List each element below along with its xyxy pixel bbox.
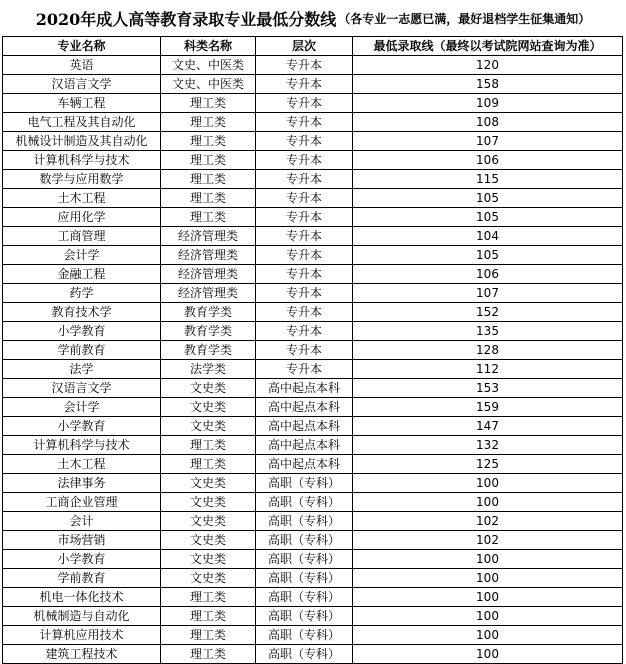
cell-category: 理工类 [161,588,256,607]
table-row [3,265,623,284]
cell-min-score: 128 [353,341,623,360]
cell-major: 电气工程及其自动化 [3,113,161,132]
cell-min-score: 100 [353,626,623,645]
cell-level: 专升本 [256,170,353,189]
table-body [3,56,623,664]
cell-min-score: 107 [353,284,623,303]
table-row [3,208,623,227]
cell-major: 学前教育 [3,569,161,588]
cell-min-score: 100 [353,474,623,493]
cell-category: 文史类 [161,531,256,550]
cell-category: 理工类 [161,170,256,189]
cell-major: 法律事务 [3,474,161,493]
cell-level: 高中起点本科 [256,455,353,474]
cell-category: 教育学类 [161,303,256,322]
cell-major: 金融工程 [3,265,161,284]
cell-level: 专升本 [256,75,353,94]
cell-major: 英语 [3,56,161,75]
cell-category: 文史类 [161,398,256,417]
table-row [3,474,623,493]
cell-category: 理工类 [161,189,256,208]
table-row [3,455,623,474]
cell-min-score: 109 [353,94,623,113]
cell-min-score: 100 [353,588,623,607]
table-row [3,113,623,132]
cell-min-score: 104 [353,227,623,246]
cell-level: 高职（专科） [256,493,353,512]
cell-min-score: 108 [353,113,623,132]
cell-category: 理工类 [161,151,256,170]
table-row [3,436,623,455]
cell-major: 工商管理 [3,227,161,246]
table-row [3,379,623,398]
table-row [3,417,623,436]
table-row [3,170,623,189]
cell-category: 教育学类 [161,322,256,341]
admission-score-table [2,36,623,664]
cell-level: 专升本 [256,94,353,113]
table-row [3,246,623,265]
header-major: 专业名称 [3,37,161,56]
cell-min-score: 125 [353,455,623,474]
cell-major: 会计学 [3,398,161,417]
cell-category: 文史类 [161,550,256,569]
cell-level: 专升本 [256,360,353,379]
cell-category: 理工类 [161,455,256,474]
cell-major: 机械制造与自动化 [3,607,161,626]
cell-major: 计算机科学与技术 [3,151,161,170]
cell-min-score: 100 [353,569,623,588]
cell-major: 工商企业管理 [3,493,161,512]
cell-category: 理工类 [161,626,256,645]
cell-category: 理工类 [161,607,256,626]
cell-major: 法学 [3,360,161,379]
cell-level: 高中起点本科 [256,417,353,436]
cell-level: 高职（专科） [256,607,353,626]
cell-min-score: 115 [353,170,623,189]
cell-level: 专升本 [256,303,353,322]
cell-level: 专升本 [256,246,353,265]
cell-min-score: 159 [353,398,623,417]
cell-level: 专升本 [256,151,353,170]
cell-major: 应用化学 [3,208,161,227]
cell-min-score: 102 [353,531,623,550]
table-row [3,322,623,341]
cell-major: 车辆工程 [3,94,161,113]
table-row [3,398,623,417]
cell-min-score: 132 [353,436,623,455]
cell-category: 理工类 [161,208,256,227]
cell-category: 理工类 [161,645,256,664]
cell-category: 文史类 [161,512,256,531]
cell-category: 教育学类 [161,341,256,360]
cell-level: 高职（专科） [256,512,353,531]
cell-level: 高中起点本科 [256,379,353,398]
cell-category: 文史、中医类 [161,56,256,75]
cell-major: 计算机科学与技术 [3,436,161,455]
cell-min-score: 105 [353,246,623,265]
cell-major: 教育技术学 [3,303,161,322]
table-row [3,94,623,113]
table-row [3,550,623,569]
cell-category: 法学类 [161,360,256,379]
cell-min-score: 120 [353,56,623,75]
cell-major: 土木工程 [3,455,161,474]
cell-level: 高职（专科） [256,645,353,664]
table-row [3,56,623,75]
table-row [3,189,623,208]
table-row [3,75,623,94]
cell-min-score: 102 [353,512,623,531]
cell-level: 高职（专科） [256,550,353,569]
cell-major: 汉语言文学 [3,75,161,94]
cell-level: 专升本 [256,227,353,246]
cell-min-score: 100 [353,607,623,626]
table-row [3,569,623,588]
title-main: 2020年成人高等教育录取专业最低分数线 [35,9,337,29]
table-row [3,588,623,607]
title-note: （各专业一志愿已满，最好退档学生征集通知） [338,11,591,26]
cell-level: 高职（专科） [256,626,353,645]
cell-min-score: 153 [353,379,623,398]
cell-category: 文史类 [161,417,256,436]
cell-major: 小学教育 [3,322,161,341]
cell-level: 高职（专科） [256,588,353,607]
cell-level: 专升本 [256,208,353,227]
cell-min-score: 100 [353,493,623,512]
table-row [3,341,623,360]
cell-category: 文史、中医类 [161,75,256,94]
table-row [3,151,623,170]
cell-category: 经济管理类 [161,284,256,303]
header-category: 科类名称 [161,37,256,56]
cell-major: 会计 [3,512,161,531]
cell-category: 理工类 [161,94,256,113]
cell-category: 经济管理类 [161,265,256,284]
cell-level: 专升本 [256,265,353,284]
cell-min-score: 147 [353,417,623,436]
cell-min-score: 152 [353,303,623,322]
cell-major: 机电一体化技术 [3,588,161,607]
table-row [3,303,623,322]
table-header-row [3,37,623,56]
cell-level: 高中起点本科 [256,436,353,455]
cell-level: 高职（专科） [256,474,353,493]
table-row [3,512,623,531]
header-level: 层次 [256,37,353,56]
table-row [3,626,623,645]
cell-min-score: 100 [353,645,623,664]
cell-major: 汉语言文学 [3,379,161,398]
table-row [3,493,623,512]
cell-major: 会计学 [3,246,161,265]
cell-min-score: 158 [353,75,623,94]
table-row [3,531,623,550]
cell-category: 经济管理类 [161,227,256,246]
cell-level: 专升本 [256,56,353,75]
table-row [3,645,623,664]
cell-major: 土木工程 [3,189,161,208]
table-row [3,360,623,379]
cell-min-score: 107 [353,132,623,151]
cell-major: 药学 [3,284,161,303]
cell-category: 理工类 [161,132,256,151]
cell-level: 专升本 [256,132,353,151]
cell-major: 数学与应用数学 [3,170,161,189]
cell-level: 高职（专科） [256,569,353,588]
cell-min-score: 106 [353,151,623,170]
cell-category: 文史类 [161,474,256,493]
cell-major: 建筑工程技术 [3,645,161,664]
table-row [3,284,623,303]
cell-major: 市场营销 [3,531,161,550]
cell-level: 高中起点本科 [256,398,353,417]
table-row [3,607,623,626]
cell-min-score: 105 [353,208,623,227]
cell-major: 小学教育 [3,550,161,569]
cell-category: 文史类 [161,493,256,512]
cell-major: 计算机应用技术 [3,626,161,645]
cell-major: 机械设计制造及其自动化 [3,132,161,151]
cell-min-score: 135 [353,322,623,341]
document-title [0,0,626,36]
header-min-score: 最低录取线（最终以考试院网站查询为准） [353,37,623,56]
cell-category: 文史类 [161,569,256,588]
table-row [3,132,623,151]
cell-category: 理工类 [161,436,256,455]
cell-level: 专升本 [256,284,353,303]
cell-category: 理工类 [161,113,256,132]
cell-category: 文史类 [161,379,256,398]
cell-major: 小学教育 [3,417,161,436]
cell-major: 学前教育 [3,341,161,360]
cell-level: 高职（专科） [256,531,353,550]
cell-category: 经济管理类 [161,246,256,265]
cell-level: 专升本 [256,113,353,132]
cell-min-score: 105 [353,189,623,208]
cell-min-score: 100 [353,550,623,569]
cell-min-score: 112 [353,360,623,379]
table-row [3,227,623,246]
cell-min-score: 106 [353,265,623,284]
cell-level: 专升本 [256,341,353,360]
cell-level: 专升本 [256,322,353,341]
cell-level: 专升本 [256,189,353,208]
